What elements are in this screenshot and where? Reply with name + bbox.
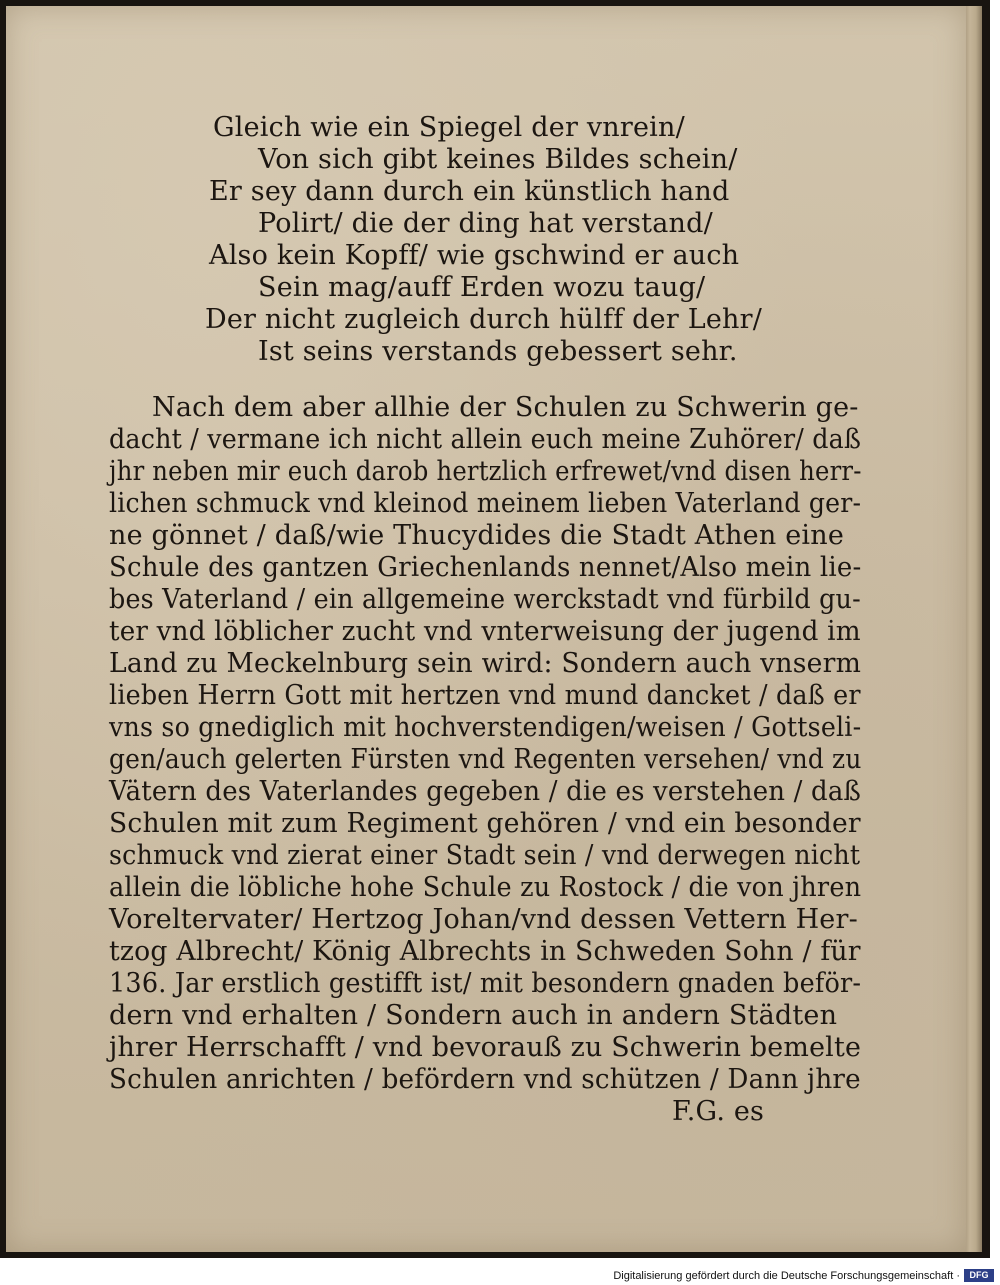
verse-line: Polirt/ die der ding hat verstand/ bbox=[258, 208, 713, 239]
footer-credit: Digitalisierung gefördert durch die Deutsche Forschungsgemeinschaft · bbox=[613, 1270, 960, 1282]
prose-line: Voreltervater/ Hertzog Johan/vnd dessen Vettern Her- bbox=[109, 904, 858, 935]
prose-line: lieben Herrn Gott mit hertzen vnd mund dancket / daß er bbox=[109, 680, 861, 711]
prose-line: Land zu Meckelnburg sein wird: Sondern auch vnserm bbox=[109, 648, 862, 679]
book-page bbox=[6, 6, 966, 1252]
verse-line: Er sey dann durch ein künstlich hand bbox=[209, 176, 730, 207]
prose-line: 136. Jar erstlich gestifft ist/ mit besondern gnaden beför- bbox=[109, 968, 862, 999]
prose-line: jhr neben mir euch darob hertzlich erfrewet/vnd disen herr- bbox=[109, 456, 862, 487]
prose-line: Vätern des Vaterlandes gegeben / die es verstehen / daß bbox=[109, 776, 862, 807]
prose-line: ter vnd löblicher zucht vnd vnterweisung der jugend im bbox=[109, 616, 861, 647]
prose-line: lichen schmuck vnd kleinod meinem lieben Vaterland ger- bbox=[109, 488, 862, 519]
prose-line: tzog Albrecht/ König Albrechts in Schweden Sohn / für bbox=[109, 936, 861, 967]
prose-line: Schulen mit zum Regiment gehören / vnd ein besonder bbox=[109, 808, 861, 839]
verse-line: Also kein Kopff/ wie gschwind er auch bbox=[209, 240, 740, 271]
verse-line: Ist seins verstands gebessert sehr. bbox=[258, 336, 738, 367]
prose-line: vns so gnediglich mit hochverstendigen/weisen / Gottseli- bbox=[109, 712, 862, 743]
prose-line: dern vnd erhalten / Sondern auch in andern Städten bbox=[109, 1000, 838, 1031]
verse-line: Der nicht zugleich durch hülff der Lehr/ bbox=[205, 304, 763, 335]
prose-line: schmuck vnd zierat einer Stadt sein / vnd derwegen nicht bbox=[109, 840, 861, 871]
prose-line: Schule des gantzen Griechenlands nennet/Also mein lie- bbox=[109, 552, 862, 583]
prose-line: dacht / vermane ich nicht allein euch meine Zuhörer/ daß bbox=[109, 424, 862, 455]
prose-line: ne gönnet / daß/wie Thucydides die Stadt Athen eine bbox=[109, 520, 844, 551]
verse-line: Sein mag/auff Erden wozu taug/ bbox=[258, 272, 706, 303]
prose-line: gen/auch gelerten Fürsten vnd Regenten versehen/ vnd zu bbox=[109, 744, 862, 775]
prose-line: bes Vaterland / ein allgemeine werckstadt vnd fürbild gu- bbox=[109, 584, 861, 615]
prose-line: Schulen anrichten / befördern vnd schützen / Dann jhre bbox=[109, 1064, 861, 1095]
dfg-logo: DFG bbox=[964, 1269, 994, 1282]
prose-line: jhrer Herrschafft / vnd bevorauß zu Schwerin bemelte bbox=[109, 1032, 862, 1063]
prose-line: allein die löbliche hohe Schule zu Rostock / die von jhren bbox=[109, 872, 862, 903]
prose-line: Nach dem aber allhie der Schulen zu Schwerin ge- bbox=[152, 392, 859, 423]
verse-line: Gleich wie ein Spiegel der vnrein/ bbox=[213, 112, 685, 143]
verse-line: Von sich gibt keines Bildes schein/ bbox=[258, 144, 738, 175]
catchword: F.G. es bbox=[672, 1096, 765, 1127]
